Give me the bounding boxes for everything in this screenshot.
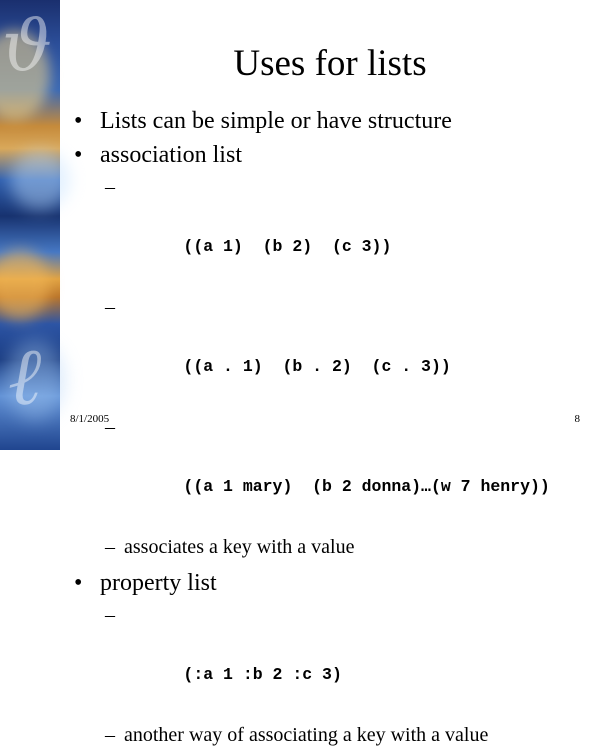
slide-title: Uses for lists bbox=[233, 43, 427, 84]
dash-icon: – bbox=[105, 724, 115, 746]
code-text: ((a . 1) (b . 2) (c . 3)) bbox=[183, 357, 451, 376]
dash-icon: – bbox=[105, 296, 115, 318]
code-text: (:a 1 :b 2 :c 3) bbox=[183, 665, 342, 684]
bullet-item bbox=[74, 566, 594, 600]
decorative-glow bbox=[0, 250, 50, 320]
dash-icon: – bbox=[105, 176, 115, 198]
bullet-icon: • bbox=[74, 142, 83, 168]
bullet-icon: • bbox=[74, 570, 83, 596]
sub-item bbox=[74, 532, 594, 562]
dash-icon: – bbox=[105, 604, 115, 626]
sub-item-code bbox=[74, 292, 594, 412]
code-text: ((a 1) (b 2) (c 3)) bbox=[183, 237, 392, 256]
decorative-glow bbox=[10, 150, 70, 210]
sub-item-code bbox=[74, 600, 594, 720]
dash-icon: – bbox=[105, 416, 115, 438]
code-text: ((a 1 mary) (b 2 donna)…(w 7 henry)) bbox=[183, 477, 550, 496]
bullet-icon: • bbox=[74, 108, 83, 134]
decorative-side-band bbox=[0, 0, 60, 450]
bullet-text: association list bbox=[100, 142, 242, 168]
footer-date: 8/1/2005 bbox=[70, 413, 110, 425]
bullet-item bbox=[74, 104, 594, 138]
sub-item-code bbox=[74, 412, 594, 532]
dash-icon: – bbox=[105, 536, 115, 558]
sub-item-text: associates a key with a value bbox=[124, 536, 355, 558]
slide-content bbox=[74, 104, 594, 750]
sub-item-text: another way of associating a key with a value bbox=[124, 724, 489, 746]
sub-item-code bbox=[74, 172, 594, 292]
slide-number: 8 bbox=[574, 413, 580, 425]
decorative-glyph: ϑ bbox=[2, 5, 53, 87]
sub-item bbox=[74, 720, 594, 750]
bullet-text: property list bbox=[100, 570, 217, 596]
bullet-item bbox=[74, 138, 594, 172]
decorative-glyph: ℓ bbox=[8, 330, 42, 423]
bullet-text: Lists can be simple or have structure bbox=[100, 108, 452, 134]
